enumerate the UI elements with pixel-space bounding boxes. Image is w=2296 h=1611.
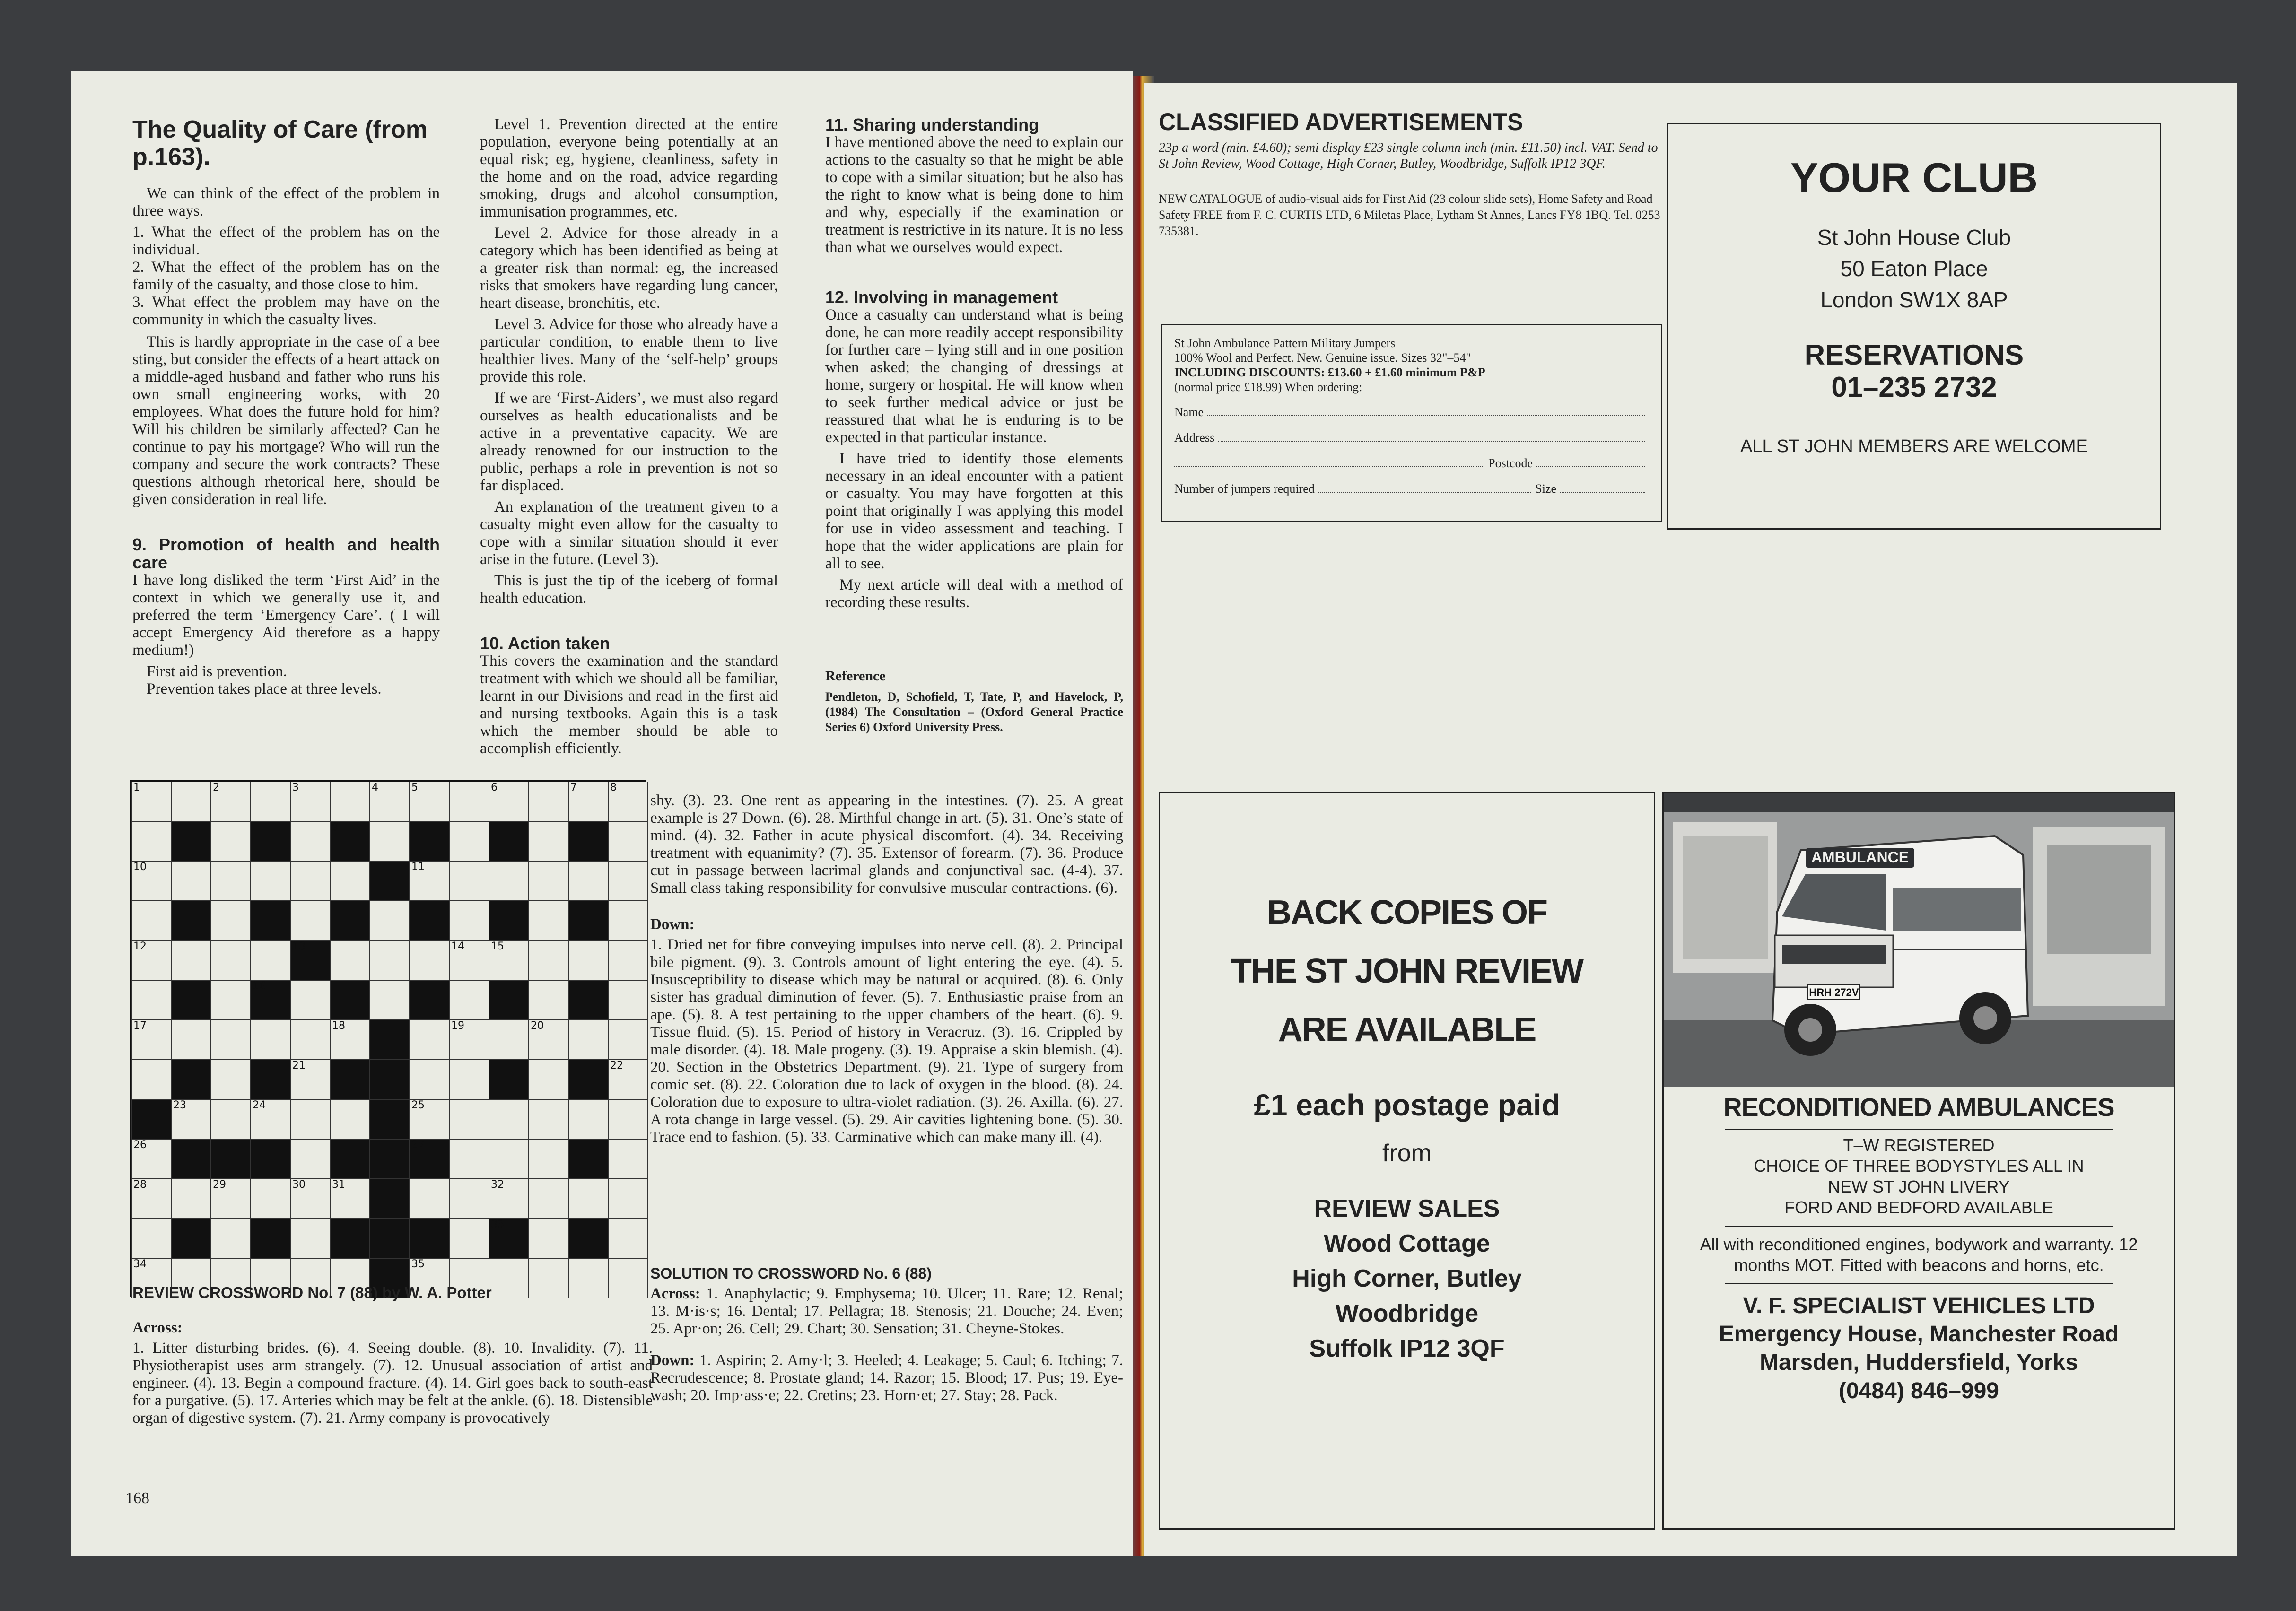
across-continued-text: shy. (3). 23. One rent as appearing in the intestines. (7). 25. A great example is 27 Down. (6). 28. Mirthful change in art. (5). 31. One’s state of mind. (4). 32. Father in acute physical discomfort. (4). 34. Receiving treatment with equanimity? (7). 35. Extensor of forearm. (7). 36. Produce cut in passage between lacrimal glands and conjunctival sac. (4-4). 37. Small class taking responsibility for convulsive muscular contractions. (6).	[650, 792, 1123, 897]
crossword-cell	[529, 940, 568, 980]
crossword-cell	[211, 1219, 251, 1258]
crossword-clues-continued	[650, 792, 1123, 1265]
crossword-cell	[171, 1179, 211, 1219]
right-page	[1144, 83, 2237, 1556]
address-field[interactable]	[1218, 441, 1645, 442]
solution-heading: SOLUTION TO CROSSWORD No. 6 (88)	[650, 1265, 932, 1282]
paragraph: Level 2. Advice for those already in a category which has been identified as being at a greater risk than normal: eg, the increased risks that smokers have regarding lung cancer, heart disease, bronchitis, etc.	[480, 225, 778, 312]
crossword-cell	[410, 1179, 449, 1219]
clue-number: 26	[133, 1139, 147, 1151]
number-field[interactable]	[1318, 492, 1531, 493]
club-welcome: ALL ST JOHN MEMBERS ARE WELCOME	[1740, 436, 2088, 456]
clue-number: 18	[332, 1020, 345, 1032]
reference-text: Pendleton, D, Schofield, T, Tate, P, and Havelock, P, (1984) The Consultation – (Oxford General Practice Series 6) Oxford University Press.	[825, 690, 1123, 734]
crossword-black-cell	[251, 821, 290, 861]
solution-across-label: Across:	[650, 1285, 700, 1302]
crossword-cell	[529, 1219, 568, 1258]
clue-number: 30	[292, 1179, 306, 1191]
clue-number: 11	[411, 861, 425, 873]
crossword-cell	[529, 901, 568, 940]
crossword-black-cell	[171, 1139, 211, 1179]
clue-number: 3	[292, 782, 299, 793]
crossword-cell	[608, 980, 648, 1020]
crossword-black-cell	[370, 861, 410, 901]
crossword-cell	[449, 1219, 489, 1258]
paragraph: I have tried to identify those elements necessary in an ideal encounter with a patient or casualty. You may have forgotten at this point that originally I was applying this model for use in video assessment and teaching. I hope that the wider applications are plain for all to see.	[825, 450, 1123, 572]
crossword-cell	[171, 782, 211, 821]
number-label: Number of jumpers required	[1174, 482, 1315, 496]
jumpers-line: St John Ambulance Pattern Military Jumpers	[1174, 336, 1396, 350]
paragraph: Level 1. Prevention directed at the entire population, everyone being potentially at an equal risk; eg, hygiene, cleanliness, safety in the home and on the road, advice regarding smoking, drugs and alcohol consumption, immunisation programmes, etc.	[480, 116, 778, 220]
ambulance-spec: T–W REGISTERED	[1843, 1135, 1995, 1155]
crossword-cell	[290, 821, 330, 861]
paragraph: I have long disliked the term ‘First Aid’ in the context in which we generally use it, and preferred the term ‘Emergency Care’. ( I will accept Emergency Aid therefore as a happy medium!)	[132, 572, 440, 659]
column-3	[825, 116, 1123, 745]
ambulance-photo	[1664, 793, 2174, 1087]
crossword-cell	[449, 1099, 489, 1139]
number-plate: HRH 272V	[1809, 986, 1859, 998]
jumpers-advert	[1161, 324, 1662, 522]
crossword-black-cell	[568, 901, 608, 940]
crossword-black-cell	[489, 1060, 529, 1099]
crossword-cell	[489, 1020, 529, 1060]
crossword-black-cell	[370, 1099, 410, 1139]
crossword-cell	[211, 980, 251, 1020]
section-heading: 12. Involving in management	[825, 287, 1058, 307]
paragraph: Prevention takes place at three levels.	[147, 680, 382, 697]
crossword-cell	[608, 1219, 648, 1258]
paragraph: Once a casualty can understand what is being done, he can more readily accept responsibility for further care – lying still and in one position when asked; the changing of dressings at home, surgery or hospital. He will know when to seek further medical advice or just be reassured that what he is enduring is to be expected in that particular instance.	[825, 306, 1123, 446]
back-copies-heading: THE ST JOHN REVIEW	[1231, 952, 1583, 990]
left-page	[71, 71, 1133, 1556]
crossword-cell	[608, 1139, 648, 1179]
address-field-2[interactable]	[1174, 466, 1484, 467]
crossword-cell	[608, 1020, 648, 1060]
crossword-cell	[608, 861, 648, 901]
crossword-cell	[489, 861, 529, 901]
back-copies-advert	[1159, 792, 1655, 1530]
crossword-solution	[650, 1265, 1123, 1520]
ambulance-spec: CHOICE OF THREE BODYSTYLES ALL IN	[1754, 1156, 2084, 1176]
solution-down-label: Down:	[650, 1352, 695, 1369]
solution-across-text: 1. Anaphylactic; 9. Emphysema; 10. Ulcer; 11. Rare; 12. Renal; 13. M·is·s; 16. Dental; 17. Pellagra; 18. Stenosis; 21. Douche; 24. Even; 25. Apr·on; 26. Cell; 29. Chart; 30. Sensation; 31. Cheyne-Stokes.	[650, 1285, 1124, 1337]
crossword-cell	[529, 980, 568, 1020]
crossword-black-cell	[171, 821, 211, 861]
crossword-cell	[529, 1139, 568, 1179]
across-text: 1. Litter disturbing brides. (6). 4. Seeing double. (8). 10. Invalidity. (7). 11. Physiotherapist uses arm strangely. (7). 12. Unusual association of artist and engineer. (4). 13. Begin a compound fracture. (4). 14. Girl goes back to south-east for a purgative. (5). 17. Arteries which may be felt at the ankle. (6). 18. Distensible organ of digestive system. (7). 21. Army company is provocatively	[132, 1340, 653, 1427]
paragraph: I have mentioned above the need to explain our actions to the casualty so that he might be able to cope with a similar situation; but he also has the right to know what is being done to him and why, especially if the examination or treatment is restrictive in its nature. It is no less than what we ourselves would expect.	[825, 134, 1123, 256]
crossword-cell	[290, 1219, 330, 1258]
crossword-cell	[290, 1139, 330, 1179]
crossword-cell	[171, 940, 211, 980]
crossword-cell	[529, 861, 568, 901]
list-item: 1. What the effect of the problem has on the individual.	[132, 224, 440, 258]
crossword-black-cell	[370, 1020, 410, 1060]
crossword-cell	[290, 901, 330, 940]
crossword-black-cell	[568, 1219, 608, 1258]
crossword-cell	[529, 1060, 568, 1099]
crossword-cell	[608, 940, 648, 980]
club-address-line: 50 Eaton Place	[1840, 256, 1988, 281]
crossword-cell	[529, 1099, 568, 1139]
crossword-black-cell	[410, 821, 449, 861]
crossword-cell	[330, 940, 370, 980]
clue-number: 7	[570, 782, 577, 793]
ambulance-spec: NEW ST JOHN LIVERY	[1828, 1177, 2010, 1196]
list-item: 2. What the effect of the problem has on the family of the casualty, and those close to him.	[132, 259, 440, 293]
crossword-black-cell	[370, 1139, 410, 1179]
crossword-black-cell	[330, 1139, 370, 1179]
ambulance-sign: AMBULANCE	[1811, 849, 1909, 866]
crossword-cell	[370, 940, 410, 980]
crossword-black-cell	[410, 901, 449, 940]
clue-number: 6	[491, 782, 498, 793]
classified-section	[1159, 109, 1665, 331]
crossword-black-cell	[131, 1099, 171, 1139]
section-heading: 11. Sharing understanding	[825, 115, 1039, 134]
postcode-field[interactable]	[1536, 466, 1645, 467]
crossword-cell	[449, 980, 489, 1020]
paragraph: First aid is prevention.	[147, 663, 287, 680]
crossword-black-cell	[568, 980, 608, 1020]
list-item: 3. What effect the problem may have on the community in which the casualty lives.	[132, 294, 440, 328]
crossword-cell	[568, 1020, 608, 1060]
clue-number: 5	[411, 782, 418, 793]
intro-paragraph: We can think of the effect of the problem in three ways.	[132, 185, 440, 219]
clue-number: 10	[133, 861, 147, 873]
crossword-cell	[330, 861, 370, 901]
down-heading: Down:	[650, 916, 695, 933]
crossword-black-cell	[251, 1219, 290, 1258]
crossword-black-cell	[171, 1060, 211, 1099]
name-label: Name	[1174, 405, 1204, 419]
crossword-cell	[330, 782, 370, 821]
crossword-cell	[370, 980, 410, 1020]
crossword-cell	[568, 1099, 608, 1139]
clue-number: 21	[292, 1060, 306, 1071]
crossword-cell	[449, 901, 489, 940]
clue-number: 28	[133, 1179, 147, 1191]
clue-number: 16	[253, 980, 266, 992]
back-copies-heading: BACK COPIES OF	[1266, 894, 1547, 932]
ambulance-advert	[1662, 792, 2175, 1530]
paragraph: This is hardly appropriate in the case of a bee sting, but consider the effects of a heart attack on a middle-aged husband and father who runs his own small engineering works, with 20 employees. What does the future hold for him? Will his children be similarly affected? Can he continue to pay his mortgage? Who will run the company and secure the work contracts? These questions although rhetorical here, should be given consideration in real life.	[132, 333, 440, 508]
crossword-cell	[131, 1060, 171, 1099]
crossword-black-cell	[489, 901, 529, 940]
crossword-grid	[130, 780, 646, 1297]
crossword-black-cell	[410, 1219, 449, 1258]
clue-number: 34	[133, 1258, 147, 1270]
classified-title: CLASSIFIED ADVERTISEMENTS	[1159, 109, 1523, 135]
crossword-cell	[251, 861, 290, 901]
crossword-cell	[449, 821, 489, 861]
review-sales-address: Suffolk IP12 3QF	[1309, 1335, 1505, 1362]
crossword-black-cell	[370, 1179, 410, 1219]
down-text: 1. Dried net for fibre conveying impulses into nerve cell. (8). 2. Principal bile pigment. (9). 3. Controls amount of light entering the eye. (4). 5. Insusceptibility to disease which may be natural or acquired. (8). 6. Only sister has gradual diminution of fever. (5). 7. Enthusiastic praise from an ape. (5). 8. A test pertaining to the upper chambers of the heart. (6). 9. Tissue fluid. (5). 15. Period of history in Veracruz. (3). 16. Crippled by male disorder. (4). 18. Male progeny. (3). 19. Appraise a skin blemish. (4). 20. Section in the Obstetrics Department. (9). 21. Type of surgery from comic set. (8). 22. Coloration due to lack of oxygen in the blood. (8). 24. Coloration due to exposure to ultra-violet radiation. (3). 26. Axilla. (6). 27. A rota change in large vessel. (5). 29. Air cavities lightening bone. (5). 30. Trace end to fashion. (5). 33. Carminative which can make many ill. (4).	[650, 936, 1123, 1146]
jumpers-line: 100% Wool and Perfect. New. Genuine issue. Sizes 32"–54"	[1174, 351, 1471, 365]
crossword-cell	[489, 1139, 529, 1179]
clue-number: 22	[610, 1060, 623, 1071]
clue-number: 13	[292, 940, 306, 952]
crossword-cell	[489, 1099, 529, 1139]
column-1	[132, 116, 440, 745]
crossword-cell	[449, 782, 489, 821]
clue-number: 1	[133, 782, 140, 793]
reservations-label: RESERVATIONS	[1804, 339, 2024, 371]
clue-number: 2	[213, 782, 219, 793]
postcode-label: Postcode	[1488, 456, 1533, 470]
back-copies-from: from	[1382, 1140, 1432, 1167]
crossword-cell	[568, 861, 608, 901]
crossword-black-cell	[251, 1060, 290, 1099]
crossword-black-cell	[330, 1060, 370, 1099]
crossword-black-cell	[568, 1060, 608, 1099]
crossword-cell	[608, 821, 648, 861]
crossword-cell	[251, 1020, 290, 1060]
crossword-black-cell	[330, 901, 370, 940]
page-number: 168	[125, 1489, 149, 1507]
crossword-cell	[608, 901, 648, 940]
crossword-black-cell	[489, 980, 529, 1020]
back-copies-heading: ARE AVAILABLE	[1278, 1011, 1536, 1049]
crossword-black-cell	[330, 1219, 370, 1258]
clue-number: 24	[253, 1099, 266, 1111]
column-2	[480, 116, 778, 757]
size-field[interactable]	[1560, 492, 1645, 493]
section-heading: 9. Promotion of health and health care	[132, 535, 440, 572]
crossword-cell	[131, 1219, 171, 1258]
crossword-across-clues	[132, 1319, 653, 1518]
clue-number: 33	[491, 1219, 504, 1230]
crossword-cell	[171, 861, 211, 901]
crossword-cell	[211, 1020, 251, 1060]
review-sales-address: REVIEW SALES	[1314, 1195, 1500, 1222]
crossword-cell	[370, 901, 410, 940]
crossword-black-cell	[568, 1139, 608, 1179]
crossword-cell	[131, 980, 171, 1020]
across-heading: Across:	[132, 1319, 183, 1336]
crossword-cell	[211, 940, 251, 980]
crossword-cell	[131, 821, 171, 861]
crossword-black-cell	[251, 1139, 290, 1179]
crossword-black-cell	[330, 980, 370, 1020]
clue-number: 12	[133, 940, 147, 952]
paragraph: My next article will deal with a method of recording these results.	[825, 576, 1123, 611]
solution-down-text: 1. Aspirin; 2. Amy·l; 3. Heeled; 4. Leakage; 5. Caul; 6. Itching; 7. Recrudescence; 8. Prostate gland; 14. Razor; 15. Blood; 17. Pus; 19. Eye-wash; 20. Imp·ass·e; 22. Cretins; 23. Horn·et; 27. Stay; 28. Pack.	[650, 1352, 1124, 1404]
club-address-line: St John House Club	[1817, 225, 2011, 250]
crossword-cell	[251, 940, 290, 980]
clue-number: 23	[173, 1099, 186, 1111]
clue-number: 25	[411, 1099, 425, 1111]
review-sales-address: Wood Cottage	[1324, 1230, 1490, 1257]
crossword-cell	[608, 1099, 648, 1139]
crossword-cell	[251, 1179, 290, 1219]
crossword-black-cell	[410, 980, 449, 1020]
crossword-cell	[568, 940, 608, 980]
clue-number: 29	[213, 1179, 226, 1191]
crossword-cell	[211, 861, 251, 901]
paragraph: This is just the tip of the iceberg of formal health education.	[480, 572, 778, 607]
crossword-cell	[410, 940, 449, 980]
review-sales-address: High Corner, Butley	[1292, 1265, 1522, 1292]
crossword-cell	[171, 1020, 211, 1060]
paragraph: If we are ‘First-Aiders’, we must also regard ourselves as health educationalists and be active in a preventative capacity. We are already renowned for our instruction to the public, perhaps a role in prevention is not so far displaced.	[480, 390, 778, 494]
club-title: YOUR CLUB	[1790, 154, 2038, 201]
clue-number: 9	[332, 821, 339, 833]
article-title: The Quality of Care (from p.163).	[132, 116, 428, 171]
clue-number: 19	[451, 1020, 464, 1032]
divider	[1725, 1226, 2113, 1227]
clue-number: 35	[411, 1258, 425, 1270]
crossword-cell	[449, 1179, 489, 1219]
crossword-cell	[529, 1179, 568, 1219]
crossword-black-cell	[370, 1060, 410, 1099]
crossword-cell	[410, 1020, 449, 1060]
clue-number: 8	[610, 782, 617, 793]
crossword-cell	[290, 1099, 330, 1139]
clue-number: 15	[491, 940, 504, 952]
reference-heading: Reference	[825, 668, 886, 684]
paragraph: This covers the examination and the standard treatment with which we should all be familiar, learnt in our Divisions and read in the first aid and nursing textbooks. Again this is a task which the member should be able to accomplish efficiently.	[480, 653, 778, 757]
crossword-cell	[290, 980, 330, 1020]
crossword-cell	[449, 1060, 489, 1099]
crossword-black-cell	[370, 1219, 410, 1258]
name-field[interactable]	[1207, 415, 1645, 416]
crossword-cell	[211, 1099, 251, 1139]
clue-number: 27	[411, 1139, 425, 1151]
reservations-phone: 01–235 2732	[1831, 371, 1997, 403]
crossword-cell	[529, 821, 568, 861]
club-advert	[1667, 123, 2161, 530]
crossword-cell	[608, 1179, 648, 1219]
crossword-cell	[449, 1139, 489, 1179]
back-copies-price: £1 each postage paid	[1254, 1088, 1560, 1122]
ambulance-heading: RECONDITIONED AMBULANCES	[1723, 1093, 2114, 1122]
crossword-black-cell	[568, 821, 608, 861]
company-address: Marsden, Huddersfield, Yorks	[1759, 1350, 2078, 1375]
size-label: Size	[1535, 482, 1556, 496]
crossword-cell	[410, 1060, 449, 1099]
crossword-title: REVIEW CROSSWORD No. 7 (88) by W. A. Potter	[132, 1284, 492, 1301]
paragraph: An explanation of the treatment given to a casualty might even allow for the casualty to cope with a similar situation should it ever arise in the future. (Level 3).	[480, 498, 778, 568]
crossword-cell	[370, 821, 410, 861]
clue-number: 14	[451, 940, 464, 952]
crossword-cell	[290, 861, 330, 901]
company-name: V. F. SPECIALIST VEHICLES LTD	[1743, 1293, 2095, 1318]
crossword-cell	[211, 901, 251, 940]
jumpers-line: (normal price £18.99) When ordering:	[1174, 380, 1362, 394]
divider	[1725, 1283, 2113, 1284]
crossword-cell	[211, 821, 251, 861]
crossword-cell	[330, 1099, 370, 1139]
divider	[1725, 1129, 2113, 1130]
review-sales-address: Woodbridge	[1335, 1300, 1479, 1327]
ambulance-description: All with reconditioned engines, bodywork and warranty. 12 months MOT. Fitted with beacons and horns, etc.	[1700, 1235, 2138, 1275]
ambulance-spec: FORD AND BEDFORD AVAILABLE	[1784, 1198, 2053, 1217]
club-address-line: London SW1X 8AP	[1820, 287, 2008, 312]
clue-number: 32	[491, 1179, 504, 1191]
clue-number: 17	[133, 1020, 147, 1032]
crossword-cell	[290, 1020, 330, 1060]
jumpers-discount: INCLUDING DISCOUNTS: £13.60 + £1.60 minimum P&P	[1174, 366, 1485, 379]
crossword-black-cell	[489, 821, 529, 861]
crossword-black-cell	[171, 1219, 211, 1258]
crossword-cell	[251, 782, 290, 821]
clue-number: 31	[332, 1179, 345, 1191]
clue-number: 20	[531, 1020, 544, 1032]
crossword-cell	[449, 861, 489, 901]
crossword-black-cell	[211, 1139, 251, 1179]
crossword-black-cell	[171, 901, 211, 940]
crossword-black-cell	[251, 901, 290, 940]
clue-number: 4	[372, 782, 378, 793]
section-heading: 10. Action taken	[480, 634, 610, 653]
crossword-cell	[211, 1060, 251, 1099]
company-address: Emergency House, Manchester Road	[1719, 1322, 2119, 1347]
crossword-cell	[568, 1179, 608, 1219]
paragraph: Level 3. Advice for those who already have a particular condition, to enable them to live healthier lives. Many of the ‘self-help’ groups provide this role.	[480, 316, 778, 385]
catalogue-advert: NEW CATALOGUE of audio-visual aids for First Aid (23 colour slide sets), Home Safety and Road Safety FREE from F. C. CURTIS LTD, 6 Miletas Place, Lytham St Annes, Lancs FY8 1BQ. Tel. 0253 735381.	[1159, 192, 1660, 238]
crossword-black-cell	[171, 980, 211, 1020]
address-label: Address	[1174, 431, 1215, 444]
classified-rates: 23p a word (min. £4.60); semi display £23 single column inch (min. £11.50) incl. VAT. Send to St John Review, Wood Cottage, High Corner, Butley, Woodbridge, Suffolk IP12 3QF.	[1159, 140, 1658, 171]
crossword-cell	[131, 901, 171, 940]
company-phone: (0484) 846–999	[1839, 1378, 1999, 1403]
crossword-cell	[529, 782, 568, 821]
